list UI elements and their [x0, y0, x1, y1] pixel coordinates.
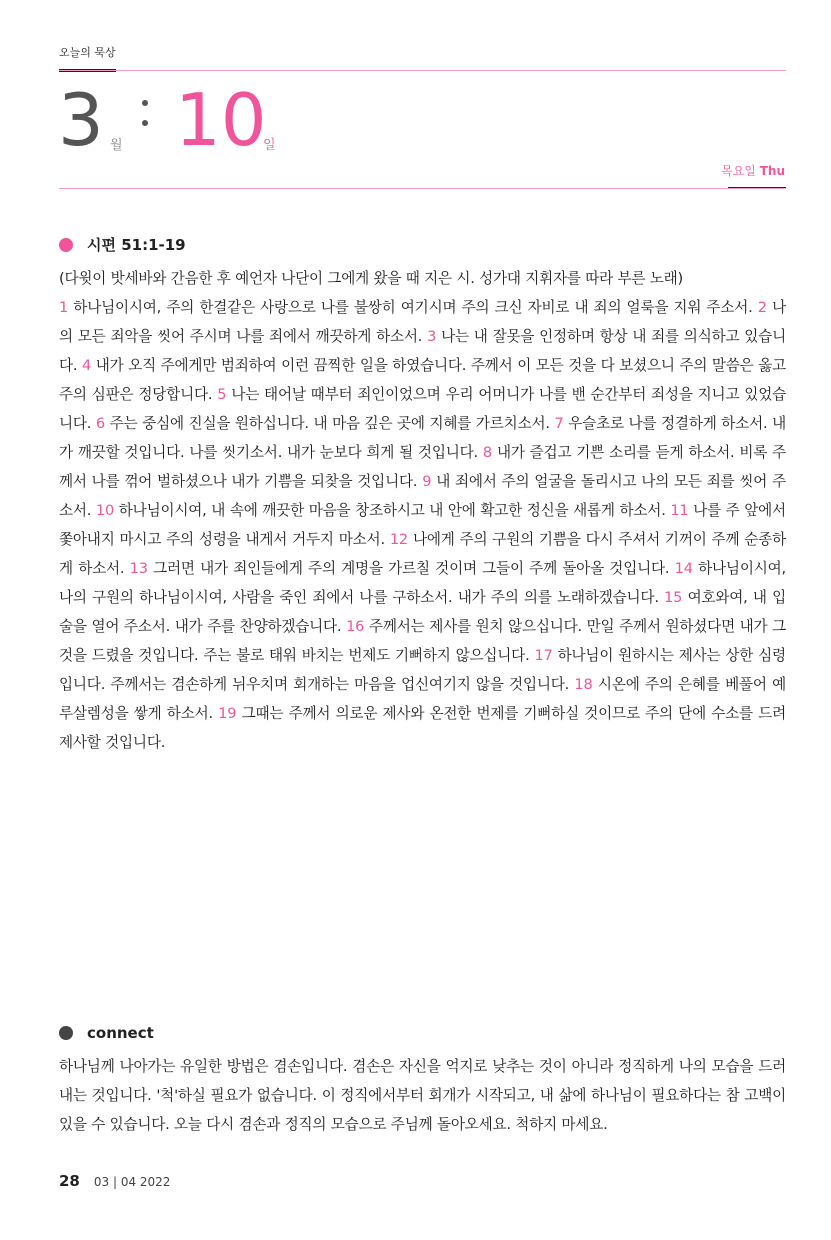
date-day: 10 [175, 78, 267, 162]
weekday-en: Thu [759, 164, 785, 178]
header-label: 오늘의 묵상 [59, 46, 116, 59]
scripture-title: 시편 51:1-19 [87, 236, 186, 254]
scripture-body [59, 264, 786, 757]
verse-number: 9 [422, 473, 432, 490]
verse-number: 12 [389, 531, 409, 548]
verse-text: 나의 모든 죄악을 씻어 주시며 나를 죄에서 깨끗하게 하소서. [59, 299, 786, 345]
verse-number: 11 [670, 502, 689, 519]
pink-dot-icon [59, 238, 73, 252]
page-number: 28 [59, 1172, 80, 1190]
verse-number: 6 [95, 415, 106, 432]
verse-number: 18 [574, 676, 593, 693]
verse-number: 14 [674, 560, 693, 577]
verse-number: 17 [534, 647, 553, 664]
verse-number: 1 [59, 299, 69, 316]
connect-title: connect [87, 1024, 154, 1042]
verse-text: 하나님이시여, 나의 구원의 하나님이시여, 사람을 죽인 죄에서 나를 구하소서. 내가 주의 의를 노래하겠습니다. [59, 560, 786, 606]
header-rule [59, 70, 786, 71]
weekday-rule [59, 188, 786, 189]
verse-text: 주는 중심에 진실을 원하십니다. 내 마음 깊은 곳에 지혜를 가르치소서. [109, 415, 550, 432]
verse-text: 나는 태어날 때부터 죄인이었으며 우리 어머니가 나를 밴 순간부터 죄성을 지니고 있었습니다. [59, 386, 786, 432]
issue-date: 03 | 04 2022 [93, 1175, 171, 1189]
verse-text: 그러면 내가 죄인들에게 주의 계명을 가르칠 것이며 그들이 주께 돌아올 것입니다. [153, 560, 670, 577]
verse-text: 그때는 주께서 의로운 제사와 온전한 번제를 기뻐하실 것이므로 주의 단에 수소를 드려 제사할 것입니다. [59, 705, 786, 751]
verse-text: 우슬초로 나를 정결하게 하소서. 내가 깨끗할 것입니다. 나를 씻기소서. 내가 눈보다 희게 될 것입니다. [59, 415, 786, 461]
scripture-verses [59, 293, 786, 757]
verse-text: 주께서는 제사를 원치 않으십니다. 만일 주께서 원하셨다면 내가 그것을 드렸을 것입니다. 주는 불로 태워 바치는 번제도 기뻐하지 않으십니다. [59, 618, 787, 664]
verse-number: 8 [482, 444, 492, 461]
scripture-heading [59, 234, 186, 255]
verse-number: 5 [217, 386, 227, 403]
verse-text: 하나님이 원하시는 제사는 상한 심령입니다. 주께서는 겸손하게 뉘우치며 회개하는 마음을 업신여기지 않을 것입니다. [59, 647, 786, 693]
verse-number: 16 [346, 618, 365, 635]
verse-text: 시온에 주의 은혜를 베풀어 예루살렘성을 쌓게 하소서. [59, 676, 786, 722]
verse-text: 하나님이시여, 주의 한결같은 사랑으로 나를 불쌍히 여기시며 주의 크신 자비로 내 죄의 얼룩을 지워 주소서. [73, 299, 753, 316]
verse-number: 15 [664, 589, 683, 606]
weekday [721, 162, 785, 179]
verse-number: 7 [554, 415, 564, 432]
connect-heading [59, 1024, 154, 1042]
verse-number: 19 [218, 705, 237, 722]
verse-text: 내가 즐겁고 기쁜 소리를 듣게 하소서. 비록 주께서 나를 꺾어 벌하셨으나 내가 기쁨을 되찾을 것입니다. [59, 444, 786, 490]
date-month-unit: 월 [110, 138, 123, 153]
scripture-intro: (다윗이 밧세바와 간음한 후 예언자 나단이 그에게 왔을 때 지은 시. 성가대 지휘자를 따라 부른 노래) [59, 270, 684, 287]
verse-number: 3 [427, 328, 437, 345]
verse-text: 내 죄에서 주의 얼굴을 돌리시고 나의 모든 죄를 씻어 주소서. [59, 473, 786, 519]
weekday-ko: 목요일 [721, 164, 756, 178]
verse-text: 여호와여, 내 입술을 열어 주소서. 내가 주를 찬양하겠습니다. [59, 589, 786, 635]
verse-number: 13 [129, 560, 148, 577]
verse-text: 나는 내 잘못을 인정하며 항상 내 죄를 의식하고 있습니다. [59, 328, 786, 374]
verse-text: 하나님이시여, 내 속에 깨끗한 마음을 창조하시고 내 안에 확고한 정신을 새롭게 하소서. [118, 502, 666, 519]
verse-text: 내가 오직 주에게만 범죄하여 이런 끔찍한 일을 하였습니다. 주께서 이 모든 것을 다 보셨으니 주의 말씀은 옳고 주의 심판은 정당합니다. [59, 357, 786, 403]
dark-dot-icon [59, 1026, 73, 1040]
date-month: 3 [58, 78, 104, 162]
date-day-unit: 일 [263, 138, 276, 153]
verse-number: 2 [757, 299, 767, 316]
verse-number: 4 [82, 357, 92, 374]
verse-text: 나를 주 앞에서 쫓아내지 마시고 주의 성령을 내게서 거두지 마소서. [59, 502, 786, 548]
date-colon [142, 100, 150, 140]
footer [59, 1172, 170, 1190]
connect-body: 하나님께 나아가는 유일한 방법은 겸손입니다. 겸손은 자신을 억지로 낮추는 것이 아니라 정직하게 나의 모습을 드러내는 것입니다. '척'하실 필요가 없습니다. 이 정직에서부터 회개가 시작되고, 내 삶에 하나님이 필요하다는 참 고백이 있을 수 있습니다. 오늘 다시 겸손과 정직의 모습으로 주님께 돌아오세요. 척하지 마세요. [59, 1058, 786, 1133]
verse-number: 10 [95, 502, 115, 519]
verse-text: 나에게 주의 구원의 기쁨을 다시 주셔서 기꺼이 주께 순종하게 하소서. [59, 531, 786, 577]
